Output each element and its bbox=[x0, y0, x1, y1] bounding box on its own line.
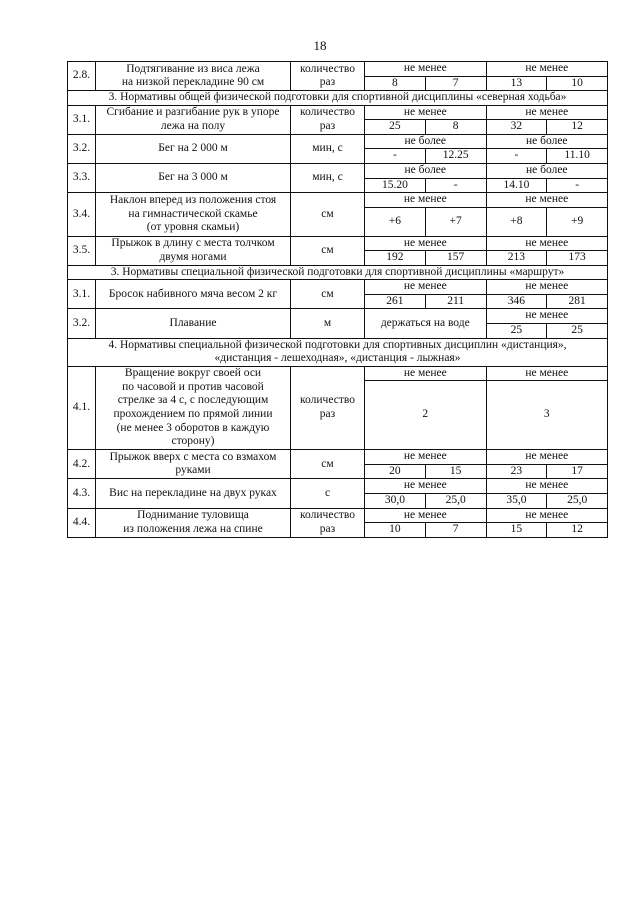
table-row bbox=[68, 280, 608, 295]
exercise-cell bbox=[96, 366, 291, 450]
condition-cell: не менее bbox=[365, 193, 487, 208]
unit-cell bbox=[291, 309, 365, 338]
unit-line: мин, с bbox=[312, 142, 343, 155]
value-cell: 25 bbox=[486, 324, 547, 339]
value-cell: 25,0 bbox=[547, 493, 608, 508]
value-cell: 213 bbox=[486, 251, 547, 266]
norms-table bbox=[67, 61, 608, 538]
value-cell: 346 bbox=[486, 294, 547, 309]
value-cell: 20 bbox=[365, 464, 426, 479]
value-cell: 30,0 bbox=[365, 493, 426, 508]
unit-line: раз bbox=[319, 407, 336, 420]
value-cell: держаться на воде bbox=[365, 309, 487, 338]
unit-line: раз bbox=[319, 522, 336, 535]
value-cell: - bbox=[425, 178, 486, 193]
value-cell: 15 bbox=[486, 523, 547, 538]
row-number: 2.8. bbox=[68, 62, 96, 91]
row-number: 3.1. bbox=[68, 105, 96, 134]
table-row bbox=[68, 163, 608, 178]
exercise-line: прохождением по прямой линии bbox=[113, 407, 273, 420]
value-cell: 261 bbox=[365, 294, 426, 309]
condition-cell: не менее bbox=[365, 479, 487, 494]
value-cell: 11.10 bbox=[547, 149, 608, 164]
exercise-cell bbox=[96, 450, 291, 479]
section-heading: 3. Нормативы специальной физической подготовки для спортивной дисциплины «маршрут» bbox=[68, 265, 608, 280]
exercise-line: Плавание bbox=[169, 316, 217, 329]
condition-cell: не менее bbox=[486, 366, 608, 381]
condition-cell: не менее bbox=[365, 508, 487, 523]
section-row bbox=[68, 91, 608, 106]
exercise-cell bbox=[96, 479, 291, 508]
condition-cell: не менее bbox=[365, 105, 487, 120]
exercise-line: из положения лежа на спине bbox=[123, 522, 263, 535]
value-cell: 211 bbox=[425, 294, 486, 309]
value-cell: - bbox=[547, 178, 608, 193]
exercise-line: Прыжок в длину с места толчком bbox=[111, 237, 275, 250]
unit-line: с bbox=[324, 486, 331, 499]
value-cell: 7 bbox=[425, 76, 486, 91]
exercise-line: Вращение вокруг своей оси bbox=[124, 367, 262, 380]
section-row bbox=[68, 338, 608, 366]
value-cell: 14.10 bbox=[486, 178, 547, 193]
unit-cell bbox=[291, 280, 365, 309]
exercise-cell bbox=[96, 134, 291, 163]
exercise-cell bbox=[96, 280, 291, 309]
value-cell: 3 bbox=[486, 381, 608, 450]
unit-cell bbox=[291, 236, 365, 265]
condition-cell: не менее bbox=[365, 280, 487, 295]
row-number: 3.2. bbox=[68, 309, 96, 338]
section-row bbox=[68, 265, 608, 280]
unit-line: см bbox=[321, 457, 334, 470]
table-row bbox=[68, 236, 608, 251]
unit-cell bbox=[291, 163, 365, 192]
section-heading: 3. Нормативы общей физической подготовки для спортивной дисциплины «северная ходьба» bbox=[68, 91, 608, 106]
value-cell: 12 bbox=[547, 120, 608, 135]
condition-cell: не менее bbox=[486, 508, 608, 523]
exercise-line: Поднимание туловища bbox=[137, 509, 249, 521]
condition-cell: не менее bbox=[365, 366, 487, 381]
row-number: 3.5. bbox=[68, 236, 96, 265]
exercise-cell bbox=[96, 309, 291, 338]
condition-cell: не более bbox=[365, 134, 487, 149]
table-row bbox=[68, 508, 608, 523]
page-number: 18 bbox=[313, 38, 327, 53]
condition-cell: не менее bbox=[365, 62, 487, 77]
unit-cell bbox=[291, 479, 365, 508]
section-heading-line: 4. Нормативы специальной физической подготовки для спортивных дисциплин «дистанция», bbox=[108, 338, 567, 351]
unit-cell bbox=[291, 62, 365, 91]
condition-cell: не менее bbox=[486, 479, 608, 494]
exercise-line: сторону) bbox=[171, 435, 215, 448]
condition-cell: не менее bbox=[486, 280, 608, 295]
value-cell: 8 bbox=[425, 120, 486, 135]
exercise-line: руками bbox=[175, 464, 211, 477]
exercise-cell bbox=[96, 62, 291, 91]
row-number: 4.3. bbox=[68, 479, 96, 508]
exercise-line: по часовой и против часовой bbox=[122, 380, 264, 393]
section-heading bbox=[68, 338, 608, 366]
unit-cell bbox=[291, 366, 365, 450]
exercise-line: (не менее 3 оборотов в каждую bbox=[116, 421, 270, 434]
value-cell: 35,0 bbox=[486, 493, 547, 508]
unit-cell bbox=[291, 134, 365, 163]
exercise-line: Вис на перекладине на двух руках bbox=[109, 486, 277, 499]
exercise-line: Сгибание и разгибание рук в упоре bbox=[106, 106, 280, 119]
condition-cell: не менее bbox=[486, 236, 608, 251]
exercise-line: на низкой перекладине 90 см bbox=[121, 76, 265, 89]
unit-line: раз bbox=[319, 119, 336, 132]
value-cell: 10 bbox=[365, 523, 426, 538]
value-cell: 15.20 bbox=[365, 178, 426, 193]
unit-cell bbox=[291, 508, 365, 537]
condition-cell: не менее bbox=[486, 62, 608, 77]
unit-line: раз bbox=[319, 76, 336, 89]
value-cell: 23 bbox=[486, 464, 547, 479]
value-cell: 157 bbox=[425, 251, 486, 266]
condition-cell: не менее bbox=[365, 236, 487, 251]
value-cell: 15 bbox=[425, 464, 486, 479]
exercise-line: на гимнастической скамье bbox=[128, 207, 258, 220]
exercise-line: стрелке за 4 с, с последующим bbox=[117, 394, 269, 407]
section-heading-line: «дистанция - лешеходная», «дистанция - лыжная» bbox=[214, 352, 461, 365]
exercise-line: Прыжок вверх с места со взмахом bbox=[109, 450, 277, 463]
value-cell: - bbox=[365, 149, 426, 164]
unit-line: количество bbox=[300, 62, 355, 75]
value-cell: 10 bbox=[547, 76, 608, 91]
table-row bbox=[68, 309, 608, 324]
value-cell: 12 bbox=[547, 523, 608, 538]
unit-cell bbox=[291, 105, 365, 134]
value-cell: 8 bbox=[365, 76, 426, 91]
value-cell: 17 bbox=[547, 464, 608, 479]
exercise-line: Наклон вперед из положения стоя bbox=[109, 194, 277, 206]
exercise-cell bbox=[96, 236, 291, 265]
table-row bbox=[68, 62, 608, 77]
exercise-line: Бег на 3 000 м bbox=[158, 171, 228, 184]
value-cell: 25 bbox=[547, 324, 608, 339]
value-cell: 13 bbox=[486, 76, 547, 91]
value-cell: 192 bbox=[365, 251, 426, 266]
value-cell: - bbox=[486, 149, 547, 164]
unit-line: см bbox=[321, 207, 334, 220]
condition-cell: не более bbox=[365, 163, 487, 178]
row-number: 3.3. bbox=[68, 163, 96, 192]
table-row bbox=[68, 366, 608, 381]
exercise-line: двумя ногами bbox=[159, 250, 227, 263]
unit-line: количество bbox=[300, 509, 355, 521]
value-cell: 32 bbox=[486, 120, 547, 135]
row-number: 4.4. bbox=[68, 508, 96, 537]
unit-line: количество bbox=[300, 394, 355, 407]
condition-cell: не менее bbox=[486, 193, 608, 208]
value-cell: 173 bbox=[547, 251, 608, 266]
row-number: 3.2. bbox=[68, 134, 96, 163]
exercise-line: (от уровня скамьи) bbox=[146, 221, 240, 234]
exercise-cell bbox=[96, 105, 291, 134]
value-cell: +6 bbox=[365, 207, 426, 236]
value-cell: +8 bbox=[486, 207, 547, 236]
table-row bbox=[68, 105, 608, 120]
table-row bbox=[68, 193, 608, 208]
exercise-line: лежа на полу bbox=[160, 119, 226, 132]
exercise-cell bbox=[96, 163, 291, 192]
unit-cell bbox=[291, 193, 365, 237]
unit-line: м bbox=[323, 316, 332, 329]
row-number: 3.4. bbox=[68, 193, 96, 237]
value-cell: +9 bbox=[547, 207, 608, 236]
exercise-line: Подтягивание из виса лежа bbox=[126, 62, 260, 75]
exercise-line: Бег на 2 000 м bbox=[158, 142, 228, 155]
exercise-cell bbox=[96, 508, 291, 537]
exercise-cell bbox=[96, 193, 291, 237]
value-cell: 25 bbox=[365, 120, 426, 135]
value-cell: 281 bbox=[547, 294, 608, 309]
unit-cell bbox=[291, 450, 365, 479]
value-cell: 12.25 bbox=[425, 149, 486, 164]
value-cell: 7 bbox=[425, 523, 486, 538]
unit-line: мин, с bbox=[312, 171, 343, 184]
table-row bbox=[68, 479, 608, 494]
condition-cell: не менее bbox=[486, 450, 608, 465]
unit-line: количество bbox=[300, 106, 355, 119]
value-cell: +7 bbox=[425, 207, 486, 236]
row-number: 3.1. bbox=[68, 280, 96, 309]
row-number: 4.2. bbox=[68, 450, 96, 479]
unit-line: см bbox=[321, 287, 334, 300]
condition-cell: не менее bbox=[486, 105, 608, 120]
value-cell: 2 bbox=[365, 381, 487, 450]
value-cell: 25,0 bbox=[425, 493, 486, 508]
table-row bbox=[68, 450, 608, 465]
exercise-line: Бросок набивного мяча весом 2 кг bbox=[108, 287, 278, 300]
condition-cell: не менее bbox=[486, 309, 608, 324]
condition-cell: не более bbox=[486, 134, 608, 149]
row-number: 4.1. bbox=[68, 366, 96, 450]
condition-cell: не более bbox=[486, 163, 608, 178]
unit-line: см bbox=[321, 243, 334, 256]
condition-cell: не менее bbox=[365, 450, 487, 465]
table-row bbox=[68, 134, 608, 149]
